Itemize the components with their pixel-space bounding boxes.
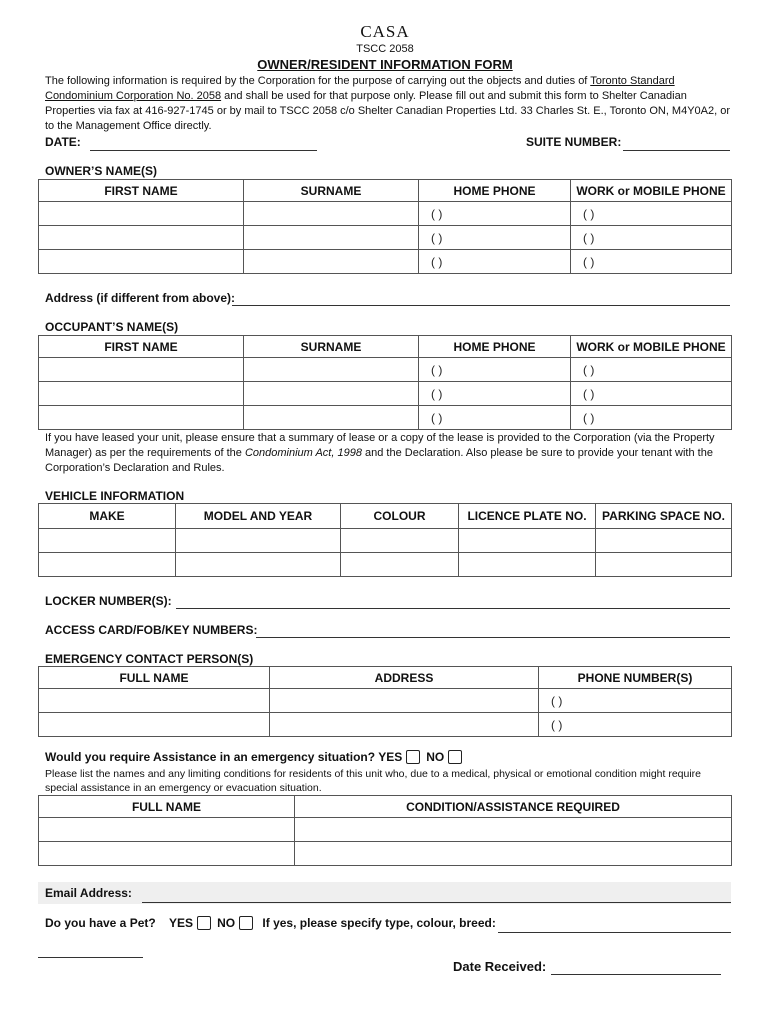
corporation-code: TSCC 2058 [356,43,414,55]
date-received-field[interactable] [551,974,721,975]
owners-col-surname: SURNAME [244,180,419,202]
vehicle-parking-cell[interactable] [596,529,732,553]
vehicle-col-licence-plate: LICENCE PLATE NO. [459,504,596,529]
access-card-field[interactable] [256,637,730,638]
occupant-work-phone-cell[interactable]: ( ) [571,358,732,382]
suite-number-label: SUITE NUMBER: [526,135,622,149]
occupant-home-phone-cell[interactable]: ( ) [419,358,571,382]
form-title: OWNER/RESIDENT INFORMATION FORM [257,57,513,72]
table-row [39,842,732,866]
vehicle-col-parking-space: PARKING SPACE NO. [596,504,732,529]
emergency-col-address: ADDRESS [270,667,539,689]
occupant-work-phone-cell[interactable]: ( ) [571,382,732,406]
vehicle-plate-cell[interactable] [459,553,596,577]
vehicle-parking-cell[interactable] [596,553,732,577]
table-row [39,553,732,577]
vehicle-table [38,503,732,577]
vehicle-section-label: VEHICLE INFORMATION [45,489,185,503]
table-row [39,713,732,737]
assistance-table [38,795,732,866]
date-field[interactable] [90,150,317,151]
assistance-question-text: Would you require Assistance in an emergency situation? YES [45,750,403,765]
assistance-condition-cell[interactable] [295,818,732,842]
occupants-col-work-phone: WORK or MOBILE PHONE [571,336,732,358]
address-field[interactable] [232,305,730,306]
email-field[interactable] [142,902,731,903]
occupant-work-phone-cell[interactable]: ( ) [571,406,732,430]
owner-surname-cell[interactable] [244,202,419,226]
pet-yes-label: YES [169,916,194,931]
owner-surname-cell[interactable] [244,250,419,274]
occupants-col-first-name: FIRST NAME [39,336,244,358]
assistance-condition-cell[interactable] [295,842,732,866]
pet-specify-label: If yes, please specify type, colour, breed: [262,916,496,931]
emergency-col-phone: PHONE NUMBER(S) [539,667,732,689]
emergency-address-cell[interactable] [270,689,539,713]
intro-paragraph [45,74,735,134]
assistance-name-cell[interactable] [39,818,295,842]
table-row [39,226,732,250]
occupants-section-label: OCCUPANT’S NAME(S) [45,320,179,334]
date-label: DATE: [45,135,81,149]
owner-home-phone-cell[interactable]: ( ) [419,250,571,274]
table-row [39,250,732,274]
occupants-table [38,335,732,430]
emergency-phone-cell[interactable]: ( ) [539,713,732,737]
assistance-col-full-name: FULL NAME [39,796,295,818]
email-row-background [38,882,731,904]
assistance-note: Please list the names and any limiting conditions for residents of this unit who, due to a medical, physical or emotional condition might require special assistance in an emergency or evacuation situation. [45,768,702,794]
emergency-address-cell[interactable] [270,713,539,737]
pet-question [45,916,496,932]
emergency-phone-cell[interactable]: ( ) [539,689,732,713]
owners-col-home-phone: HOME PHONE [419,180,571,202]
vehicle-model-cell[interactable] [176,553,341,577]
assistance-col-condition: CONDITION/ASSISTANCE REQUIRED [295,796,732,818]
vehicle-plate-cell[interactable] [459,529,596,553]
brand-logo-text: CASA [360,22,410,41]
occupant-first-name-cell[interactable] [39,382,244,406]
locker-field[interactable] [176,608,730,609]
owner-first-name-cell[interactable] [39,226,244,250]
occupant-surname-cell[interactable] [244,406,419,430]
owner-first-name-cell[interactable] [39,202,244,226]
assistance-name-cell[interactable] [39,842,295,866]
vehicle-col-colour: COLOUR [341,504,459,529]
occupant-surname-cell[interactable] [244,382,419,406]
lease-note-text-a: If you have leased your unit, please ensure that a summary of lease or a copy of the lease is provided to the Corporation (via the Property Manager) as per the requirements of the [45,432,715,459]
intro-text-b: and shall be used for that purpose only. Please fill out and submit this form to Shelter Canadian Properties via fax at 416-927-1745 or by mail to TSCC 2058 c/o Shelter Canadian Properties Ltd. 33 Charles St. E., Toronto ON, M4Y0A2, or to the Management Office directly. [45,90,731,132]
owner-home-phone-cell[interactable]: ( ) [419,202,571,226]
lease-note-text-b: and the Declaration. Also please be sure to provide your tenant with the Corporation’s Declaration and Rules. [45,447,713,474]
owner-first-name-cell[interactable] [39,250,244,274]
emergency-name-cell[interactable] [39,713,270,737]
signature-line[interactable] [38,957,143,958]
assistance-yes-checkbox[interactable] [406,750,420,764]
table-row [39,689,732,713]
address-label: Address (if different from above): [45,291,236,305]
assistance-no-label: NO [426,750,445,765]
occupant-home-phone-cell[interactable]: ( ) [419,382,571,406]
vehicle-colour-cell[interactable] [341,529,459,553]
owners-col-work-phone: WORK or MOBILE PHONE [571,180,732,202]
occupants-col-surname: SURNAME [244,336,419,358]
table-row [39,406,732,430]
occupant-surname-cell[interactable] [244,358,419,382]
owner-surname-cell[interactable] [244,226,419,250]
vehicle-col-model-year: MODEL AND YEAR [176,504,341,529]
owner-work-phone-cell[interactable]: ( ) [571,250,732,274]
condominium-act-title: Condominium Act, 1998 [244,447,362,459]
vehicle-model-cell[interactable] [176,529,341,553]
vehicle-col-make: MAKE [39,504,176,529]
date-received-label: Date Received: [453,959,547,974]
occupant-home-phone-cell[interactable]: ( ) [419,406,571,430]
emergency-section-label: EMERGENCY CONTACT PERSON(S) [45,652,254,666]
locker-label: LOCKER NUMBER(S): [45,594,172,608]
owners-section-label: OWNER’S NAME(S) [45,164,157,178]
lease-note [45,431,735,476]
emergency-col-full-name: FULL NAME [39,667,270,689]
pet-no-label: NO [217,916,236,931]
access-card-label: ACCESS CARD/FOB/KEY NUMBERS: [45,623,258,637]
owner-work-phone-cell[interactable]: ( ) [571,226,732,250]
owners-col-first-name: FIRST NAME [39,180,244,202]
vehicle-make-cell[interactable] [39,553,176,577]
owner-home-phone-cell[interactable]: ( ) [419,226,571,250]
corporation-name-link: Toronto Standard Condominium Corporation No. 2058 [45,75,675,102]
table-row [39,358,732,382]
owner-work-phone-cell[interactable]: ( ) [571,202,732,226]
pet-yes-checkbox[interactable] [197,916,211,930]
emergency-table [38,666,732,737]
suite-number-field[interactable] [623,150,730,151]
vehicle-colour-cell[interactable] [341,553,459,577]
owners-table [38,179,732,274]
pet-details-field[interactable] [498,932,731,933]
pet-question-text: Do you have a Pet? [45,916,156,931]
table-row [39,382,732,406]
table-row [39,202,732,226]
assistance-no-checkbox[interactable] [448,750,462,764]
occupant-first-name-cell[interactable] [39,358,244,382]
vehicle-make-cell[interactable] [39,529,176,553]
occupant-first-name-cell[interactable] [39,406,244,430]
assistance-question [45,750,468,766]
emergency-name-cell[interactable] [39,689,270,713]
email-label: Email Address: [45,886,132,900]
pet-no-checkbox[interactable] [239,916,253,930]
occupants-col-home-phone: HOME PHONE [419,336,571,358]
intro-text-a: The following information is required by the Corporation for the purpose of carrying out the objects and duties of [45,75,591,87]
table-row [39,529,732,553]
table-row [39,818,732,842]
